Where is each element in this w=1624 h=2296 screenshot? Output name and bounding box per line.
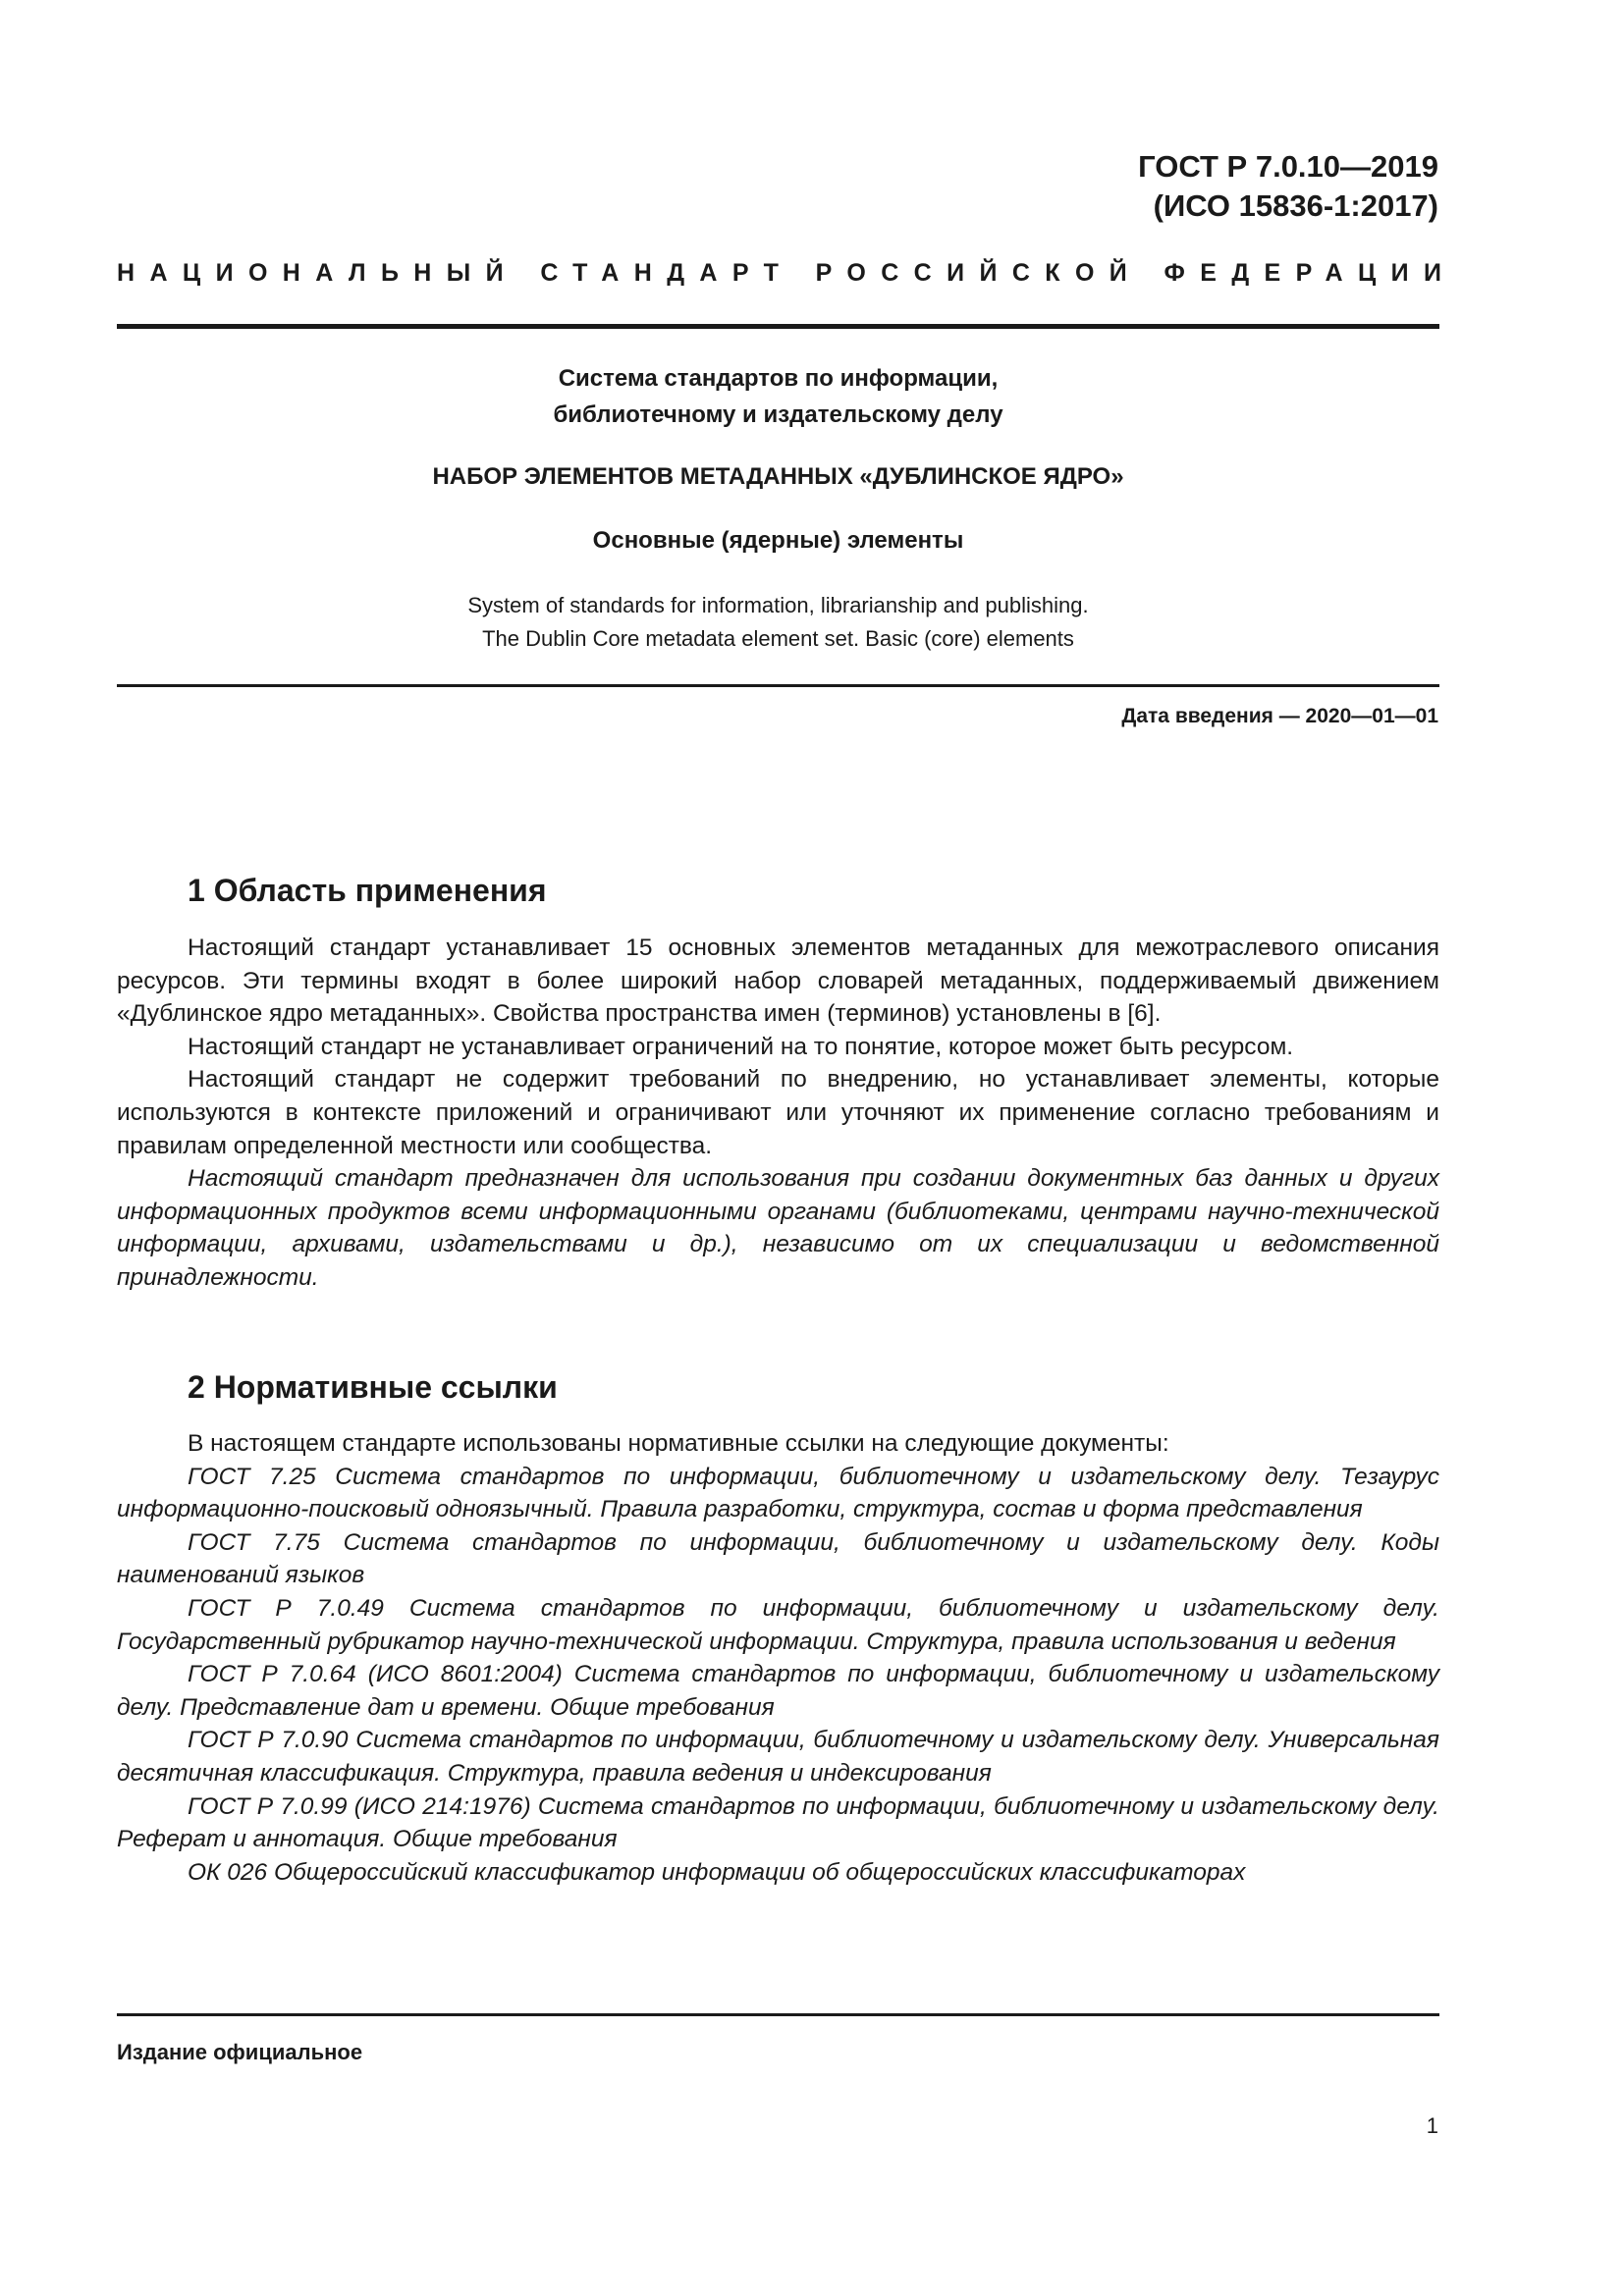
section-1-body bbox=[117, 932, 1439, 1295]
page-number: 1 bbox=[1426, 2113, 1438, 2138]
standard-number-block bbox=[1138, 147, 1438, 226]
main-title: НАБОР ЭЛЕМЕНТОВ МЕТАДАННЫХ «ДУБЛИНСКОЕ ЯДРО» bbox=[432, 463, 1124, 490]
normative-reference: ОК 026 Общероссийский классификатор информации об общероссийских классификаторах bbox=[188, 1858, 1246, 1886]
section-2-intro: В настоящем стандарте использованы нормативные ссылки на следующие документы: bbox=[188, 1430, 1169, 1457]
introduction-date: Дата введения — 2020—01—01 bbox=[1121, 705, 1438, 727]
normative-reference: ГОСТ 7.25 Система стандартов по информации, библиотечному и издательскому делу. Тезаурус информационно-поисковый одноязычный. Правила разработки, структура, состав и форма представления bbox=[117, 1463, 1439, 1523]
normative-reference: ГОСТ Р 7.0.49 Система стандартов по информации, библиотечному и издательскому делу. Государственный рубрикатор научно-технической информации. Структура, правила использования и ведения bbox=[117, 1594, 1439, 1655]
standard-number: ГОСТ Р 7.0.10—2019 bbox=[1138, 149, 1438, 184]
section-1-paragraph: Настоящий стандарт предназначен для использования при создании документных баз данных и других информационных продуктов всеми информационными органами (библиотеками, центрами научно-технической информации, архивами, издательствами и др.), независимо от их специализации и ведомственной принадлежности. bbox=[117, 1165, 1439, 1291]
section-1-paragraph: Настоящий стандарт не содержит требований по внедрению, но устанавливает элементы, которые используются в контексте приложений и ограничивают или уточняют их применение согласно требованиям и правилам определенной местности или сообщества. bbox=[117, 1066, 1439, 1159]
normative-reference: ГОСТ Р 7.0.64 (ИСО 8601:2004) Система стандартов по информации, библиотечному и издательскому делу. Представление дат и времени. Общие требования bbox=[117, 1661, 1439, 1721]
series-title-line-1: Система стандартов по информации, bbox=[558, 365, 999, 392]
title-rule bbox=[117, 684, 1439, 687]
english-title-line-2: The Dublin Core metadata element set. Basic (core) elements bbox=[482, 626, 1074, 651]
iso-number: (ИСО 15836-1:2017) bbox=[1153, 188, 1438, 223]
series-title-line-2: библиотечному и издательскому делу bbox=[553, 401, 1003, 428]
section-1-heading: 1 Область применения bbox=[188, 873, 547, 908]
footer-rule bbox=[117, 2013, 1439, 2016]
normative-reference: ГОСТ Р 7.0.90 Система стандартов по информации, библиотечному и издательскому делу. Универсальная десятичная классификация. Структура, правила ведения и индексирования bbox=[117, 1727, 1439, 1787]
english-title bbox=[117, 589, 1439, 656]
normative-reference: ГОСТ 7.75 Система стандартов по информации, библиотечному и издательскому делу. Коды наименований языков bbox=[117, 1528, 1439, 1589]
normative-reference: ГОСТ Р 7.0.99 (ИСО 214:1976) Система стандартов по информации, библиотечному и издательскому делу. Реферат и аннотация. Общие требования bbox=[117, 1792, 1439, 1853]
series-title bbox=[117, 360, 1439, 433]
header-rule bbox=[117, 324, 1439, 329]
english-title-line-1: System of standards for information, librarianship and publishing. bbox=[467, 593, 1089, 617]
section-2-body bbox=[117, 1427, 1439, 1889]
section-2-heading: 2 Нормативные ссылки bbox=[188, 1369, 558, 1405]
national-standard-banner: НАЦИОНАЛЬНЫЙ СТАНДАРТ РОССИЙСКОЙ ФЕДЕРАЦИИ bbox=[117, 259, 1457, 287]
official-edition-label: Издание официальное bbox=[117, 2040, 363, 2064]
section-1-paragraph: Настоящий стандарт не устанавливает ограничений на то понятие, которое может быть ресурсом. bbox=[188, 1033, 1294, 1060]
subtitle: Основные (ядерные) элементы bbox=[592, 527, 964, 554]
section-1-paragraph: Настоящий стандарт устанавливает 15 основных элементов метаданных для межотраслевого описания ресурсов. Эти термины входят в более широкий набор словарей метаданных, поддерживаемый движением «Дублинское ядро метаданных». Свойства пространства имен (терминов) установлены в [6]. bbox=[117, 934, 1439, 1028]
